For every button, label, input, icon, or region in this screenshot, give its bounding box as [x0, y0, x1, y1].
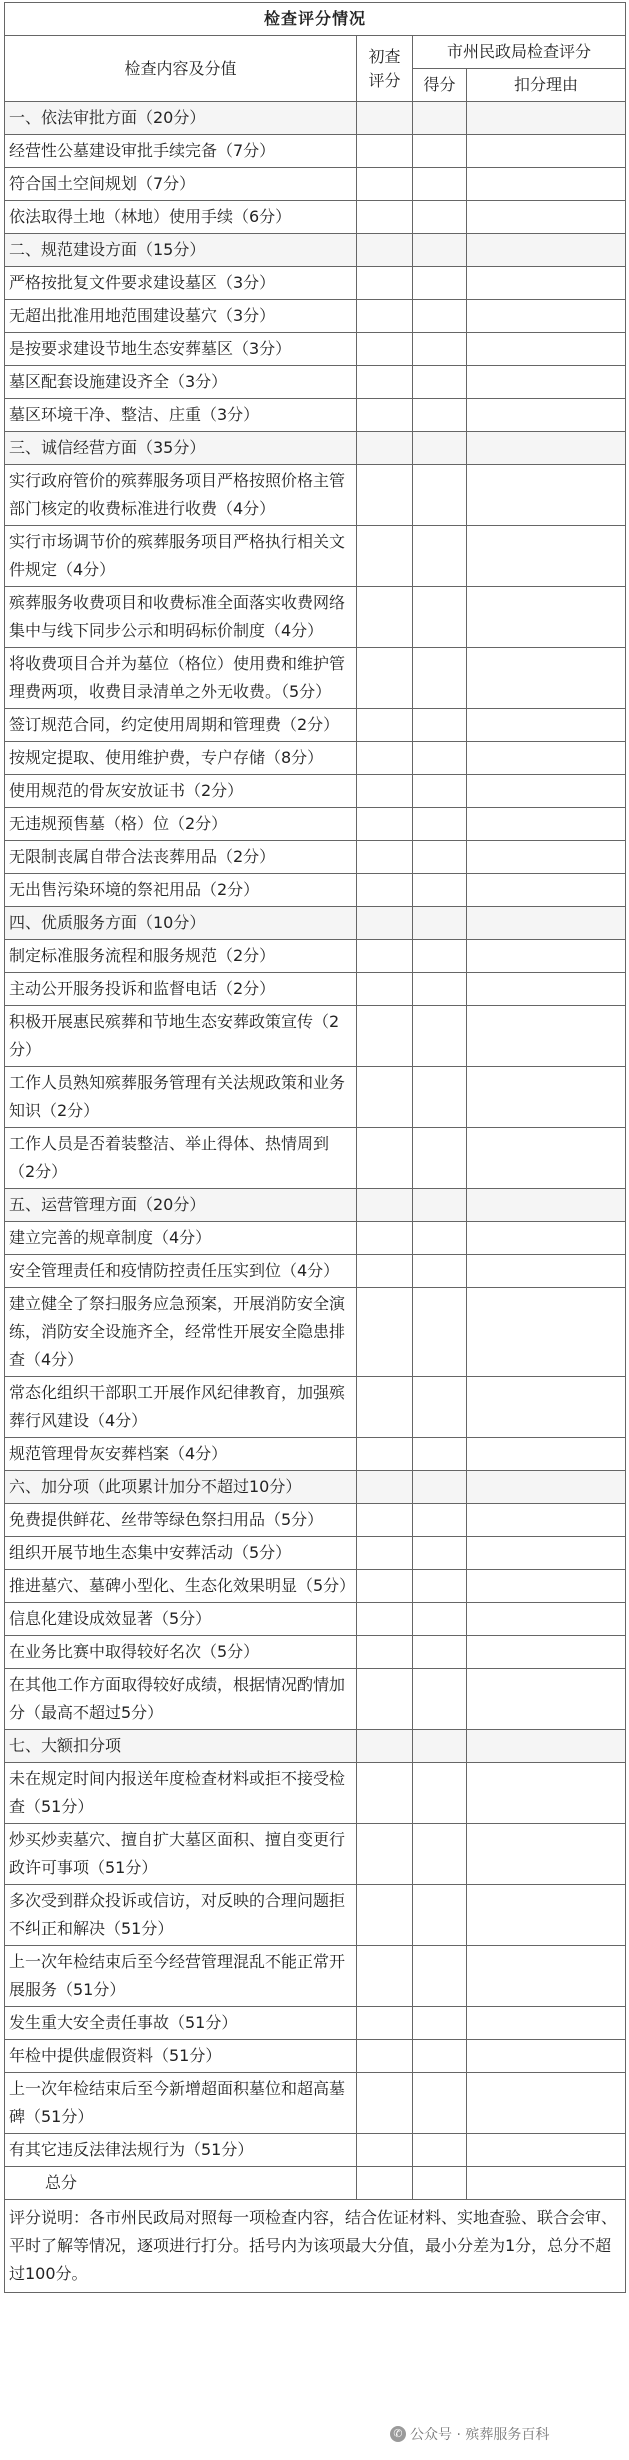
initial-score-cell[interactable]	[357, 1636, 413, 1669]
item-row	[5, 1885, 626, 1946]
item-content: 上一次年检结束后至今新增超面积墓位和超高墓碑（51分）	[5, 2073, 357, 2134]
reason-cell[interactable]	[467, 841, 626, 874]
reason-cell[interactable]	[467, 940, 626, 973]
item-row	[5, 1669, 626, 1730]
item-content: 主动公开服务投诉和监督电话（2分）	[5, 973, 357, 1006]
section-row	[5, 432, 626, 465]
initial-score-cell[interactable]	[357, 1603, 413, 1636]
reason-cell[interactable]	[467, 201, 626, 234]
header-initial: 初查 评分	[357, 36, 413, 102]
score-cell[interactable]	[413, 1824, 467, 1885]
wechat-icon: ✆	[390, 2426, 406, 2442]
item-row	[5, 587, 626, 648]
score-cell[interactable]	[413, 333, 467, 366]
item-row	[5, 201, 626, 234]
reason-cell[interactable]	[467, 1946, 626, 2007]
reason-cell[interactable]	[467, 1603, 626, 1636]
item-content: 在其他工作方面取得较好成绩，根据情况酌情加分（最高不超过5分）	[5, 1669, 357, 1730]
score-table	[4, 2, 626, 2293]
item-content: 安全管理责任和疫情防控责任压实到位（4分）	[5, 1255, 357, 1288]
item-content: 使用规范的骨灰安放证书（2分）	[5, 775, 357, 808]
score-cell[interactable]	[413, 2134, 467, 2167]
reason-cell[interactable]	[467, 1669, 626, 1730]
reason-cell[interactable]	[467, 1570, 626, 1603]
initial-score-cell[interactable]	[357, 234, 413, 267]
score-cell[interactable]	[413, 1288, 467, 1377]
item-row	[5, 465, 626, 526]
initial-score-cell[interactable]	[357, 366, 413, 399]
score-cell[interactable]	[413, 2167, 467, 2200]
item-row	[5, 366, 626, 399]
initial-score-cell[interactable]	[357, 300, 413, 333]
item-content: 殡葬服务收费项目和收费标准全面落实收费网络集中与线下同步公示和明码标价制度（4分）	[5, 587, 357, 648]
score-cell[interactable]	[413, 940, 467, 973]
item-row	[5, 267, 626, 300]
item-row	[5, 1946, 626, 2007]
header-reason: 扣分理由	[467, 69, 626, 102]
initial-score-cell[interactable]	[357, 2167, 413, 2200]
item-content: 是按要求建设节地生态安葬墓区（3分）	[5, 333, 357, 366]
score-cell[interactable]	[413, 709, 467, 742]
section-title: 三、诚信经营方面（35分）	[5, 432, 357, 465]
item-content: 信息化建设成效显著（5分）	[5, 1603, 357, 1636]
score-cell[interactable]	[413, 1504, 467, 1537]
item-row	[5, 1824, 626, 1885]
item-row	[5, 973, 626, 1006]
reason-cell[interactable]	[467, 1377, 626, 1438]
reason-cell[interactable]	[467, 709, 626, 742]
item-content: 常态化组织干部职工开展作风纪律教育，加强殡葬行风建设（4分）	[5, 1377, 357, 1438]
initial-score-cell[interactable]	[357, 1946, 413, 2007]
reason-cell[interactable]	[467, 168, 626, 201]
reason-cell[interactable]	[467, 2073, 626, 2134]
score-cell[interactable]	[413, 201, 467, 234]
item-content: 推进墓穴、墓碑小型化、生态化效果明显（5分）	[5, 1570, 357, 1603]
reason-cell[interactable]	[467, 973, 626, 1006]
reason-cell[interactable]	[467, 1537, 626, 1570]
item-content: 工作人员是否着装整洁、举止得体、热情周到（2分）	[5, 1128, 357, 1189]
score-cell[interactable]	[413, 526, 467, 587]
initial-score-cell[interactable]	[357, 135, 413, 168]
initial-score-cell[interactable]	[357, 1570, 413, 1603]
item-row	[5, 168, 626, 201]
item-content: 依法取得土地（林地）使用手续（6分）	[5, 201, 357, 234]
total-row	[5, 2167, 626, 2200]
item-row	[5, 742, 626, 775]
reason-cell[interactable]	[467, 742, 626, 775]
reason-cell[interactable]	[467, 808, 626, 841]
note-row	[5, 2200, 626, 2293]
total-label: 总分	[5, 2167, 357, 2200]
reason-cell[interactable]	[467, 2167, 626, 2200]
initial-score-cell[interactable]	[357, 2007, 413, 2040]
score-sheet	[4, 2, 625, 2293]
initial-score-cell[interactable]	[357, 1438, 413, 1471]
section-row	[5, 1189, 626, 1222]
score-cell[interactable]	[413, 907, 467, 940]
reason-cell[interactable]	[467, 526, 626, 587]
score-cell[interactable]	[413, 1067, 467, 1128]
initial-score-cell[interactable]	[357, 432, 413, 465]
reason-cell[interactable]	[467, 1885, 626, 1946]
score-cell[interactable]	[413, 1946, 467, 2007]
score-cell[interactable]	[413, 742, 467, 775]
table-title: 检查评分情况	[5, 3, 626, 36]
item-content: 炒买炒卖墓穴、擅自扩大墓区面积、擅自变更行政许可事项（51分）	[5, 1824, 357, 1885]
item-row	[5, 1067, 626, 1128]
initial-score-cell[interactable]	[357, 709, 413, 742]
initial-score-cell[interactable]	[357, 907, 413, 940]
reason-cell[interactable]	[467, 300, 626, 333]
score-cell[interactable]	[413, 2040, 467, 2073]
reason-cell[interactable]	[467, 465, 626, 526]
reason-cell[interactable]	[467, 1504, 626, 1537]
score-cell[interactable]	[413, 234, 467, 267]
reason-cell[interactable]	[467, 135, 626, 168]
header-score: 得分	[413, 69, 467, 102]
initial-score-cell[interactable]	[357, 808, 413, 841]
initial-score-cell[interactable]	[357, 201, 413, 234]
reason-cell[interactable]	[467, 775, 626, 808]
score-cell[interactable]	[413, 1189, 467, 1222]
item-row	[5, 1570, 626, 1603]
item-row	[5, 300, 626, 333]
item-row	[5, 1128, 626, 1189]
score-cell[interactable]	[413, 1006, 467, 1067]
reason-cell[interactable]	[467, 1128, 626, 1189]
initial-score-cell[interactable]	[357, 1255, 413, 1288]
score-cell[interactable]	[413, 399, 467, 432]
initial-score-cell[interactable]	[357, 587, 413, 648]
score-cell[interactable]	[413, 465, 467, 526]
item-content: 实行市场调节价的殡葬服务项目严格执行相关文件规定（4分）	[5, 526, 357, 587]
score-cell[interactable]	[413, 1128, 467, 1189]
score-cell[interactable]	[413, 2073, 467, 2134]
reason-cell[interactable]	[467, 648, 626, 709]
initial-score-cell[interactable]	[357, 1006, 413, 1067]
score-cell[interactable]	[413, 366, 467, 399]
item-row	[5, 874, 626, 907]
item-content: 工作人员熟知殡葬服务管理有关法规政策和业务知识（2分）	[5, 1067, 357, 1128]
item-row	[5, 135, 626, 168]
reason-cell[interactable]	[467, 1438, 626, 1471]
item-content: 无出售污染环境的祭祀用品（2分）	[5, 874, 357, 907]
watermark	[390, 2424, 549, 2444]
score-cell[interactable]	[413, 841, 467, 874]
reason-cell[interactable]	[467, 1824, 626, 1885]
item-row	[5, 526, 626, 587]
reason-cell[interactable]	[467, 907, 626, 940]
reason-cell[interactable]	[467, 1636, 626, 1669]
initial-score-cell[interactable]	[357, 399, 413, 432]
item-content: 年检中提供虚假资料（51分）	[5, 2040, 357, 2073]
item-content: 签订规范合同，约定使用周期和管理费（2分）	[5, 709, 357, 742]
initial-score-cell[interactable]	[357, 465, 413, 526]
reason-cell[interactable]	[467, 1189, 626, 1222]
item-content: 规范管理骨灰安葬档案（4分）	[5, 1438, 357, 1471]
reason-cell[interactable]	[467, 1222, 626, 1255]
header-content: 检查内容及分值	[5, 36, 357, 102]
item-row	[5, 775, 626, 808]
score-cell[interactable]	[413, 973, 467, 1006]
scoring-note: 评分说明：各市州民政局对照每一项检查内容，结合佐证材料、实地查验、联合会审、平时了解等情况，逐项进行打分。括号内为该项最大分值，最小分差为1分，总分不超过100分。	[5, 2200, 626, 2293]
score-cell[interactable]	[413, 775, 467, 808]
initial-score-cell[interactable]	[357, 1885, 413, 1946]
initial-score-cell[interactable]	[357, 874, 413, 907]
watermark-text: 公众号 · 殡葬服务百科	[410, 2427, 550, 2443]
score-cell[interactable]	[413, 1438, 467, 1471]
score-cell[interactable]	[413, 102, 467, 135]
item-row	[5, 1222, 626, 1255]
score-cell[interactable]	[413, 1222, 467, 1255]
score-cell[interactable]	[413, 1255, 467, 1288]
initial-score-cell[interactable]	[357, 973, 413, 1006]
item-row	[5, 2073, 626, 2134]
item-row	[5, 1255, 626, 1288]
score-cell[interactable]	[413, 1377, 467, 1438]
score-cell[interactable]	[413, 1636, 467, 1669]
item-content: 建立健全了祭扫服务应急预案，开展消防安全演练，消防安全设施齐全，经常性开展安全隐患排查（4分）	[5, 1288, 357, 1377]
item-content: 建立完善的规章制度（4分）	[5, 1222, 357, 1255]
initial-score-cell[interactable]	[357, 2040, 413, 2073]
score-cell[interactable]	[413, 300, 467, 333]
item-content: 上一次年检结束后至今经营管理混乱不能正常开展服务（51分）	[5, 1946, 357, 2007]
section-title: 六、加分项（此项累计加分不超过10分）	[5, 1471, 357, 1504]
reason-cell[interactable]	[467, 432, 626, 465]
item-row	[5, 2040, 626, 2073]
item-content: 符合国土空间规划（7分）	[5, 168, 357, 201]
item-content: 免费提供鲜花、丝带等绿色祭扫用品（5分）	[5, 1504, 357, 1537]
item-content: 未在规定时间内报送年度检查材料或拒不接受检查（51分）	[5, 1763, 357, 1824]
item-row	[5, 1006, 626, 1067]
item-content: 严格按批复文件要求建设墓区（3分）	[5, 267, 357, 300]
item-row	[5, 1763, 626, 1824]
reason-cell[interactable]	[467, 1471, 626, 1504]
initial-score-cell[interactable]	[357, 648, 413, 709]
item-content: 将收费项目合并为墓位（格位）使用费和维护管理费两项，收费目录清单之外无收费。（5分）	[5, 648, 357, 709]
item-row	[5, 1377, 626, 1438]
item-row	[5, 1438, 626, 1471]
item-row	[5, 709, 626, 742]
section-title: 七、大额扣分项	[5, 1730, 357, 1763]
score-cell[interactable]	[413, 874, 467, 907]
reason-cell[interactable]	[467, 1067, 626, 1128]
item-content: 无违规预售墓（格）位（2分）	[5, 808, 357, 841]
initial-score-cell[interactable]	[357, 1471, 413, 1504]
item-row	[5, 333, 626, 366]
item-content: 在业务比赛中取得较好名次（5分）	[5, 1636, 357, 1669]
item-row	[5, 2134, 626, 2167]
reason-cell[interactable]	[467, 1730, 626, 1763]
initial-score-cell[interactable]	[357, 526, 413, 587]
reason-cell[interactable]	[467, 333, 626, 366]
initial-score-cell[interactable]	[357, 267, 413, 300]
header-city-check: 市州民政局检查评分	[413, 36, 626, 69]
section-title: 二、规范建设方面（15分）	[5, 234, 357, 267]
initial-score-cell[interactable]	[357, 168, 413, 201]
item-row	[5, 808, 626, 841]
reason-cell[interactable]	[467, 2007, 626, 2040]
item-row	[5, 399, 626, 432]
section-row	[5, 102, 626, 135]
score-cell[interactable]	[413, 1471, 467, 1504]
item-row	[5, 940, 626, 973]
score-cell[interactable]	[413, 1603, 467, 1636]
score-cell[interactable]	[413, 135, 467, 168]
section-row	[5, 1730, 626, 1763]
score-cell[interactable]	[413, 1669, 467, 1730]
score-cell[interactable]	[413, 168, 467, 201]
score-cell[interactable]	[413, 432, 467, 465]
item-content: 墓区环境干净、整洁、庄重（3分）	[5, 399, 357, 432]
initial-score-cell[interactable]	[357, 1730, 413, 1763]
initial-score-cell[interactable]	[357, 940, 413, 973]
initial-score-cell[interactable]	[357, 1222, 413, 1255]
score-cell[interactable]	[413, 648, 467, 709]
initial-score-cell[interactable]	[357, 1189, 413, 1222]
reason-cell[interactable]	[467, 366, 626, 399]
item-row	[5, 1504, 626, 1537]
item-content: 制定标准服务流程和服务规范（2分）	[5, 940, 357, 973]
item-row	[5, 1636, 626, 1669]
initial-score-cell[interactable]	[357, 2134, 413, 2167]
section-row	[5, 234, 626, 267]
section-row	[5, 1471, 626, 1504]
reason-cell[interactable]	[467, 1255, 626, 1288]
score-cell[interactable]	[413, 2007, 467, 2040]
section-title: 一、依法审批方面（20分）	[5, 102, 357, 135]
initial-score-cell[interactable]	[357, 1669, 413, 1730]
reason-cell[interactable]	[467, 267, 626, 300]
initial-score-cell[interactable]	[357, 1128, 413, 1189]
item-content: 按规定提取、使用维护费，专户存储（8分）	[5, 742, 357, 775]
item-content: 实行政府管价的殡葬服务项目严格按照价格主管部门核定的收费标准进行收费（4分）	[5, 465, 357, 526]
item-content: 多次受到群众投诉或信访，对反映的合理问题拒不纠正和解决（51分）	[5, 1885, 357, 1946]
reason-cell[interactable]	[467, 2040, 626, 2073]
score-cell[interactable]	[413, 587, 467, 648]
score-cell[interactable]	[413, 267, 467, 300]
item-content: 有其它违反法律法规行为（51分）	[5, 2134, 357, 2167]
item-row	[5, 2007, 626, 2040]
initial-score-cell[interactable]	[357, 742, 413, 775]
initial-score-cell[interactable]	[357, 1824, 413, 1885]
item-row	[5, 1537, 626, 1570]
initial-score-cell[interactable]	[357, 1763, 413, 1824]
section-title: 五、运营管理方面（20分）	[5, 1189, 357, 1222]
reason-cell[interactable]	[467, 102, 626, 135]
reason-cell[interactable]	[467, 587, 626, 648]
reason-cell[interactable]	[467, 399, 626, 432]
reason-cell[interactable]	[467, 874, 626, 907]
initial-score-cell[interactable]	[357, 1288, 413, 1377]
reason-cell[interactable]	[467, 234, 626, 267]
initial-score-cell[interactable]	[357, 775, 413, 808]
section-row	[5, 907, 626, 940]
score-cell[interactable]	[413, 1537, 467, 1570]
initial-score-cell[interactable]	[357, 841, 413, 874]
item-row	[5, 1603, 626, 1636]
score-cell[interactable]	[413, 808, 467, 841]
reason-cell[interactable]	[467, 1006, 626, 1067]
initial-score-cell[interactable]	[357, 1377, 413, 1438]
item-row	[5, 1288, 626, 1377]
score-cell[interactable]	[413, 1885, 467, 1946]
initial-score-cell[interactable]	[357, 333, 413, 366]
score-cell[interactable]	[413, 1763, 467, 1824]
initial-score-cell[interactable]	[357, 1537, 413, 1570]
section-title: 四、优质服务方面（10分）	[5, 907, 357, 940]
reason-cell[interactable]	[467, 1763, 626, 1824]
item-content: 无超出批准用地范围建设墓穴（3分）	[5, 300, 357, 333]
item-row	[5, 841, 626, 874]
initial-score-cell[interactable]	[357, 1504, 413, 1537]
item-content: 无限制丧属自带合法丧葬用品（2分）	[5, 841, 357, 874]
score-cell[interactable]	[413, 1730, 467, 1763]
reason-cell[interactable]	[467, 1288, 626, 1377]
score-cell[interactable]	[413, 1570, 467, 1603]
item-content: 组织开展节地生态集中安葬活动（5分）	[5, 1537, 357, 1570]
initial-score-cell[interactable]	[357, 2073, 413, 2134]
reason-cell[interactable]	[467, 2134, 626, 2167]
item-content: 经营性公墓建设审批手续完备（7分）	[5, 135, 357, 168]
item-content: 发生重大安全责任事故（51分）	[5, 2007, 357, 2040]
item-row	[5, 648, 626, 709]
item-content: 积极开展惠民殡葬和节地生态安葬政策宣传（2分）	[5, 1006, 357, 1067]
initial-score-cell[interactable]	[357, 1067, 413, 1128]
initial-score-cell[interactable]	[357, 102, 413, 135]
item-content: 墓区配套设施建设齐全（3分）	[5, 366, 357, 399]
